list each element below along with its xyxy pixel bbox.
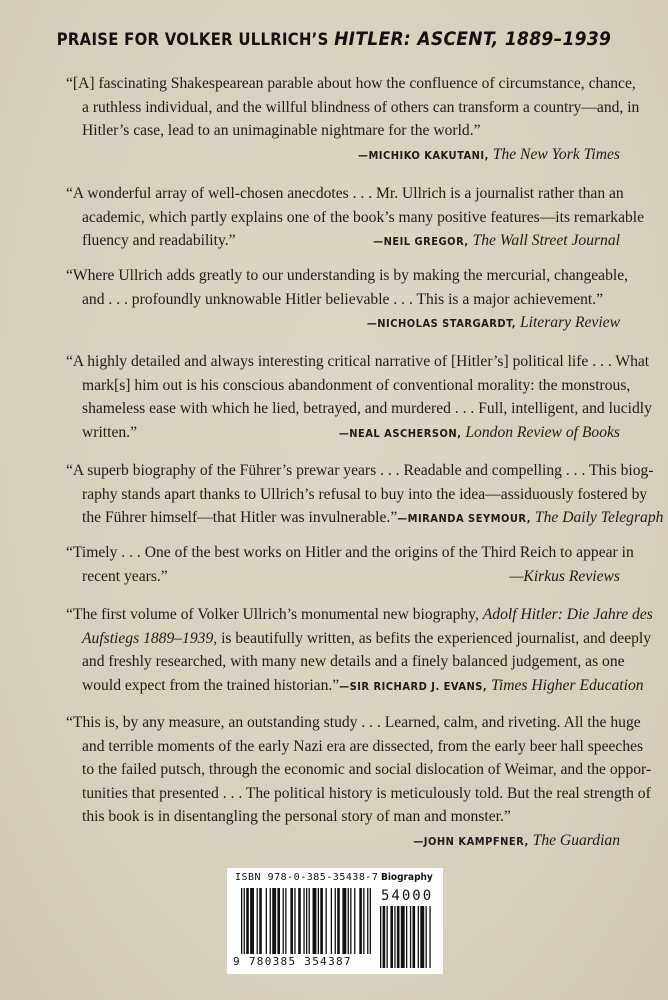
barcode-bar [410,906,411,968]
quote-last-line [66,674,644,698]
barcode-bar [337,888,340,954]
barcode-bar [367,888,368,954]
quote-attribution [397,506,663,530]
barcode-bar [277,888,280,954]
barcode-bar [363,888,364,954]
quote-line: would expect from the trained historian.” [82,676,340,694]
barcode-bar [387,906,388,968]
quote-line-plain: “The first volume of Volker Ullrich’s monumental new biography, [66,606,479,623]
attribution-publication: The New York Times [492,145,620,163]
attribution-author: —NEIL GREGOR, [373,235,469,248]
quote-attribution [510,565,620,589]
quote-last-line [66,565,620,589]
barcode-digits: 9 780385 354387 [233,955,352,968]
quote-kampfner [66,711,652,852]
barcode-bar [306,888,307,954]
attribution-publication: —Kirkus Reviews [509,567,620,585]
quote-ascherson [66,350,652,444]
barcode-bar [348,888,349,954]
barcode-bar [397,906,400,968]
barcode-bar [406,906,407,968]
book-title: HITLER: ASCENT, 1889–1939 [334,28,612,50]
quote-line: this book is in disentangling the personal story of man and monster.” [82,808,511,825]
quote-kirkus [66,541,634,588]
quote-line: shameless ease with which he lied, betrayed, and murdered . . . Full, intelligent, and lucidly [82,400,652,417]
barcode-bar [270,888,271,954]
quote-line: and freshly researched, with many new details and a finely balanced judgement, as one [82,653,625,670]
quote-line: “A highly detailed and always interesting critical narrative of [Hitler’s] political life . . . What [66,353,650,370]
barcode-bar [354,888,355,954]
barcode-bar [420,906,424,968]
quote-line: recent years.” [82,567,168,585]
praise-heading-prefix: PRAISE FOR VOLKER ULLRICH’S [56,30,329,49]
barcode-bar [259,888,262,954]
barcode-bar [313,888,317,954]
attribution-publication: The Daily Telegraph [534,509,664,526]
barcode-bar [244,888,245,954]
barcode-bar [426,906,427,968]
barcode-bar [401,906,405,968]
barcode-bar [335,888,336,954]
barcode-bar [429,906,430,968]
quote-attribution [66,311,620,335]
barcode-bar [285,888,286,954]
quote-line-plain: is beautifully written, as befits the experienced journalist, and deeply [221,629,652,647]
barcode-bar [309,888,310,954]
attribution-author: —MIRANDA SEYMOUR, [397,512,531,525]
quote-gregor [66,182,645,253]
barcode-bar [272,888,276,954]
quote-line: “This is, by any measure, an outstanding study . . . Learned, calm, and riveting. All the huge [66,714,641,731]
praise-heading [0,28,668,50]
quote-line: to the failed putsch, through the economic and social dislocation of Weimar, and the oppor- [82,761,652,778]
attribution-publication: The Guardian [532,831,620,849]
quote-evans [66,603,653,697]
quote-last-line [66,229,620,253]
attribution-author: —JOHN KAMPFNER, [413,834,529,848]
barcode-bar [298,888,301,954]
quote-line [66,603,653,627]
attribution-publication: Times Higher Education [491,676,644,694]
quote-line: and terrible moments of the early Nazi era are dissected, from the early beer hall speeches [82,737,644,755]
quote-line: Hitler’s case, lead to an unimaginable nightmare for the world.” [82,122,481,139]
barcode-bar [359,888,362,954]
attribution-author: —NEAL ASCHERSON, [338,426,462,440]
quote-line: the Führer himself—that Hitler was invulnerable.” [82,509,398,526]
barcode-bar [290,888,293,954]
barcode-bar [266,888,267,954]
book-title-german: Adolf Hitler: Die Jahre des [482,606,653,623]
quote-line: a ruthless individual, and the willful blindness of others can transform a country—and, in [82,98,640,116]
barcode-bar [250,888,254,954]
quote-line: tunities that presented . . . The political history is meticulously told. But the real strength of [82,784,651,802]
ean-barcode-bars [241,888,379,954]
category-label: Biography [381,872,433,883]
quote-line: raphy stands apart thanks to Ullrich’s refusal to buy into the idea—assiduously fostered by [82,485,648,503]
barcode-bar [241,888,242,954]
attribution-publication: Literary Review [519,314,620,331]
quote-attribution [339,421,620,445]
quote-attribution [66,829,620,853]
attribution-author: —MICHIKO KAKUTANI, [358,148,489,162]
quote-kakutani [66,72,640,166]
barcode-bar [294,888,295,954]
barcode-bar [257,888,258,954]
barcode-bar [246,888,249,954]
quote-line [66,627,652,651]
quote-attribution [373,229,620,253]
quote-line: and . . . profoundly unknowable Hitler believable . . . This is a major achievement.” [82,290,604,308]
quote-line: “Where Ullrich adds greatly to our understanding is by making the mercurial, changeable, [66,267,629,284]
quote-attribution [339,674,643,698]
attribution-publication: London Review of Books [465,423,620,441]
barcode-bar [342,888,346,954]
barcode-bar [318,888,319,954]
barcode-bar [320,888,323,954]
quote-line: “A superb biography of the Führer’s prewar years . . . Readable and compelling . . . This biog- [66,462,654,479]
quote-line: mark[s] him out is his conscious abandonment of conventional morality: the monstrous, [82,376,631,394]
isbn-barcode [227,868,443,974]
attribution-publication: The Wall Street Journal [472,232,620,249]
barcode-bar [350,888,351,954]
barcode-bar [331,888,332,954]
quote-line: “Timely . . . One of the best works on Hitler and the origins of the Third Reich to appear in [66,544,634,561]
barcode-bar [383,906,386,968]
barcode-bar [418,906,419,968]
quote-line: “A wonderful array of well-chosen anecdotes . . . Mr. Ullrich is a journalist rather than an [66,185,624,202]
barcode-bar [370,888,371,954]
quote-line: written.” [82,423,137,441]
attribution-author: —NICHOLAS STARGARDT, [366,317,517,330]
barcode-bar [394,906,395,968]
isbn-label: ISBN 978-0-385-35438-7 [235,872,379,883]
barcode-bar [303,888,304,954]
barcode-bar [283,888,284,954]
barcode-bar [413,906,416,968]
book-title-german-cont: Aufstiegs 1889–1939, [82,629,218,647]
price-addon-bars [380,906,436,968]
quote-attribution [66,143,620,167]
price-code: 54000 [381,888,434,904]
quote-line: fluency and readability.” [82,232,236,249]
barcode-bar [390,906,393,968]
quote-stargardt [66,264,629,335]
quote-line: “[A] fascinating Shakespearean parable about how the confluence of circumstance, chance, [66,75,636,92]
attribution-author: —SIR RICHARD J. EVANS, [339,679,488,693]
quote-seymour [66,459,664,530]
quote-last-line [66,421,620,445]
quote-line: academic, which partly explains one of the book’s many positive features—its remarkable [82,208,645,226]
barcode-bar [326,888,327,954]
quote-last-line [66,506,664,530]
